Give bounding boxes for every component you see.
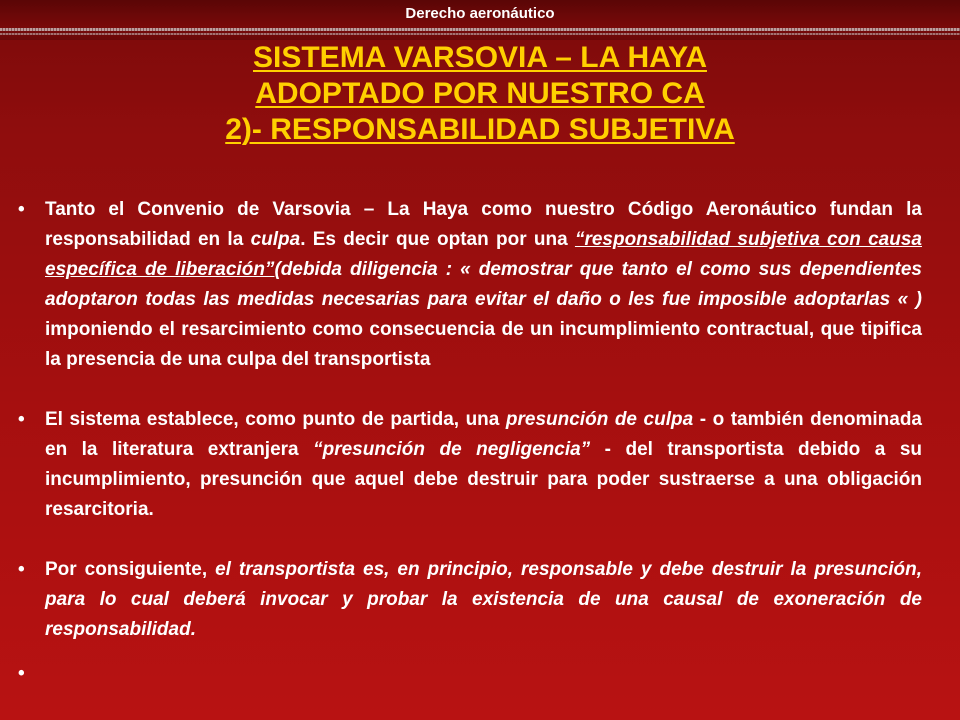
bullet-emphasis: el transportista es, en principio, responsable y debe destruir la presunción, para lo cual deberá invocar y probar la existencia de una causal de exoneración de responsabilidad. [45, 559, 922, 640]
bullet-text: . Es decir que optan por una [300, 229, 575, 250]
bullet-emphasis: (debida diligencia : « demostrar que tanto el como sus dependientes adoptaron todas las medidas necesarias para evitar el daño o les fue imposible adoptarlas « ) [45, 259, 922, 310]
title-line-1: SISTEMA VARSOVIA – LA HAYA [253, 41, 707, 74]
bullet-emphasis: presunción de culpa [505, 409, 694, 430]
header-bar [0, 0, 960, 40]
bullet-text: - del transportista debido a su incumplimiento, presunción que aquel debe destruir para poder sustraerse a una obligación resarcitoria. [45, 439, 922, 520]
bullet-text: Por consiguiente, [45, 559, 216, 580]
bullet-text: - o también denominada en la literatura extranjera [45, 409, 922, 460]
slide-title [0, 40, 960, 148]
header-rule-secondary [0, 33, 960, 35]
bullet-list [18, 195, 922, 659]
header-label: Derecho aeronáutico [405, 5, 555, 22]
bullet-text: imponiendo el resarcimiento como consecuencia de un incumplimiento contractual, que tipifica la presencia de una culpa del transportista [45, 319, 922, 370]
bullet-item [18, 555, 922, 645]
header-rule [0, 28, 960, 31]
title-line-3: 2)- RESPONSABILIDAD SUBJETIVA [225, 113, 735, 146]
bullet-emphasis: culpa [250, 229, 301, 250]
bullet-emphasis: “presunción de negligencia” [313, 439, 591, 460]
bullet-text: Tanto el Convenio de Varsovia – La Haya como nuestro Código Aeronáutico fundan la responsabilidad en la [45, 199, 922, 250]
title-line-2: ADOPTADO POR NUESTRO CA [255, 77, 705, 110]
bullet-text: El sistema establece, como punto de partida, una [45, 409, 506, 430]
bullet-item [18, 405, 922, 525]
bullet-item [18, 195, 922, 375]
bullet-emphasis-underlined: “responsabilidad subjetiva con causa específica de liberación” [45, 229, 922, 280]
